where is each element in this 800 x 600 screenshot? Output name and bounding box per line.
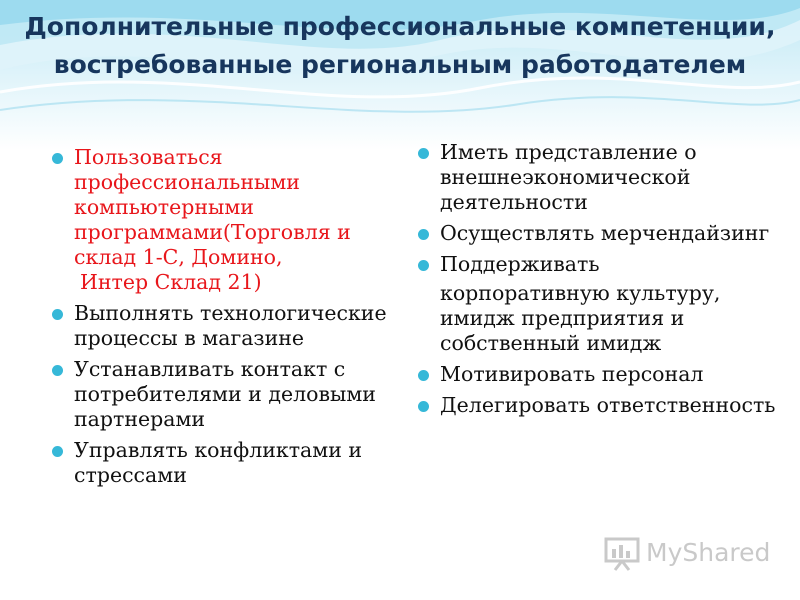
- list-item: [414, 221, 786, 246]
- bullet-icon: [418, 148, 429, 159]
- presentation-board-icon: [604, 536, 640, 572]
- list-item: [48, 301, 393, 351]
- bullet-icon: [52, 309, 63, 320]
- bullet-icon: [418, 401, 429, 412]
- list-item-text: Управлять конфликтами и стрессами: [74, 438, 363, 487]
- list-item: [414, 252, 786, 356]
- list-item-text: Поддерживать: [440, 252, 600, 276]
- list-item-text: Устанавливать контакт с потребителями и деловыми партнерами: [74, 357, 376, 431]
- list-item: [48, 145, 393, 295]
- right-column-list: [414, 140, 786, 424]
- watermark: [604, 536, 774, 572]
- list-item-text: Делегировать ответственность: [440, 393, 776, 417]
- bullet-icon: [418, 370, 429, 381]
- list-item: [48, 438, 393, 488]
- list-item: [414, 393, 786, 418]
- list-item: [414, 362, 786, 387]
- list-item: [414, 140, 786, 215]
- list-item: [48, 357, 393, 432]
- slide-title: Дополнительные профессиональные компетенции, востребованные региональным работодателем: [24, 12, 776, 79]
- list-item-continuation: Интер Склад 21): [80, 270, 262, 294]
- bullet-icon: [418, 260, 429, 271]
- list-item-text: Выполнять технологические процессы в магазине: [74, 301, 387, 350]
- bullet-icon: [52, 153, 63, 164]
- list-item-text: Мотивировать персонал: [440, 362, 704, 386]
- list-item-text: Иметь представление о внешнеэкономической деятельности: [440, 140, 697, 214]
- left-column-list: [48, 145, 393, 494]
- bullet-icon: [52, 365, 63, 376]
- watermark-text: MyShared: [646, 538, 771, 567]
- list-item-continuation: корпоративную культуру, имидж предприятия и собственный имидж: [440, 281, 721, 355]
- list-item-text: Осуществлять мерчендайзинг: [440, 221, 770, 245]
- bullet-icon: [52, 446, 63, 457]
- list-item-text: Пользоваться профессиональными компьютерными программами(Торговля и склад 1-С, Домино,: [74, 145, 351, 269]
- bullet-icon: [418, 229, 429, 240]
